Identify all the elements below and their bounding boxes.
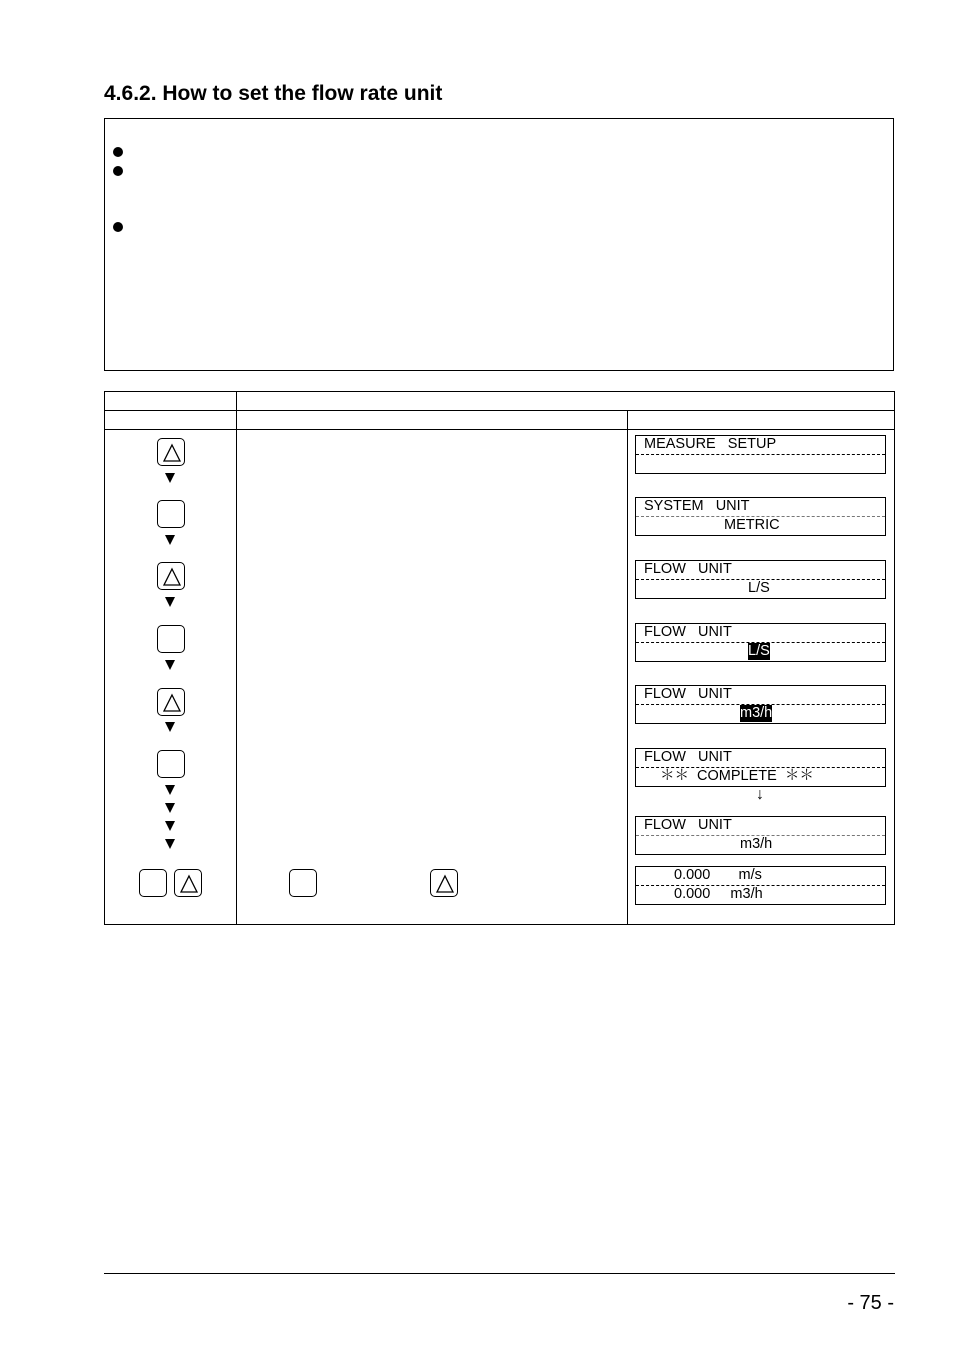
up-key-step3[interactable] — [157, 562, 185, 590]
lcd-display-step6 — [635, 748, 886, 787]
lcd-line1: FLOW UNIT — [644, 749, 732, 765]
lcd-line1: FLOW UNIT — [644, 817, 732, 833]
bullet-2 — [113, 166, 123, 176]
lcd-display-step4 — [635, 623, 886, 662]
lcd-line2: L/S — [748, 580, 770, 596]
down-arrow-icon — [165, 660, 175, 670]
down-arrow-icon — [165, 722, 175, 732]
lcd-line1: 0.000 m/s — [674, 867, 762, 883]
up-key-combo[interactable] — [174, 869, 202, 897]
lcd-line1: FLOW UNIT — [644, 561, 732, 577]
down-arrow-icon — [165, 535, 175, 545]
lcd-line2: ＊＊ COMPLETE ＊＊ — [660, 768, 814, 784]
lcd-display-step3 — [635, 560, 886, 599]
lcd-display-measure — [635, 866, 886, 905]
lcd-line2: 0.000 m3/h — [674, 886, 763, 902]
enter-key-step2[interactable] — [157, 500, 185, 528]
lcd-line1: MEASURE SETUP — [644, 436, 777, 452]
esc-key[interactable] — [139, 869, 167, 897]
enter-key-step4[interactable] — [157, 625, 185, 653]
lcd-display-step2 — [635, 497, 886, 536]
lcd-line2: METRIC — [724, 517, 780, 533]
lcd-line1: SYSTEM UNIT — [644, 498, 750, 514]
up-key-step5[interactable] — [157, 688, 185, 716]
up-key-description — [430, 869, 458, 897]
page-number: - 75 - — [847, 1292, 894, 1314]
lcd-line2-selected: L/S — [748, 643, 770, 659]
lcd-line2: m3/h — [740, 836, 773, 852]
notes-box — [104, 118, 894, 371]
down-arrow-icon — [165, 803, 175, 813]
enter-key-step6[interactable] — [157, 750, 185, 778]
esc-key-description — [289, 869, 317, 897]
lcd-line1: FLOW UNIT — [644, 686, 732, 702]
bullet-1 — [113, 147, 123, 157]
footer-rule — [104, 1273, 895, 1274]
down-arrow-icon — [165, 473, 175, 483]
down-arrow-icon — [165, 821, 175, 831]
section-heading: 4.6.2. How to set the flow rate unit — [104, 82, 443, 105]
transition-arrow-icon: ↓ — [756, 786, 764, 803]
up-key-step1[interactable] — [157, 438, 185, 466]
lcd-display-step1 — [635, 435, 886, 474]
lcd-display-step5 — [635, 685, 886, 724]
lcd-display-step7 — [635, 816, 886, 855]
lcd-line2-selected: m3/h — [740, 705, 773, 721]
down-arrow-icon — [165, 785, 175, 795]
down-arrow-icon — [165, 597, 175, 607]
lcd-line1: FLOW UNIT — [644, 624, 732, 640]
down-arrow-icon — [165, 839, 175, 849]
bullet-3 — [113, 222, 123, 232]
